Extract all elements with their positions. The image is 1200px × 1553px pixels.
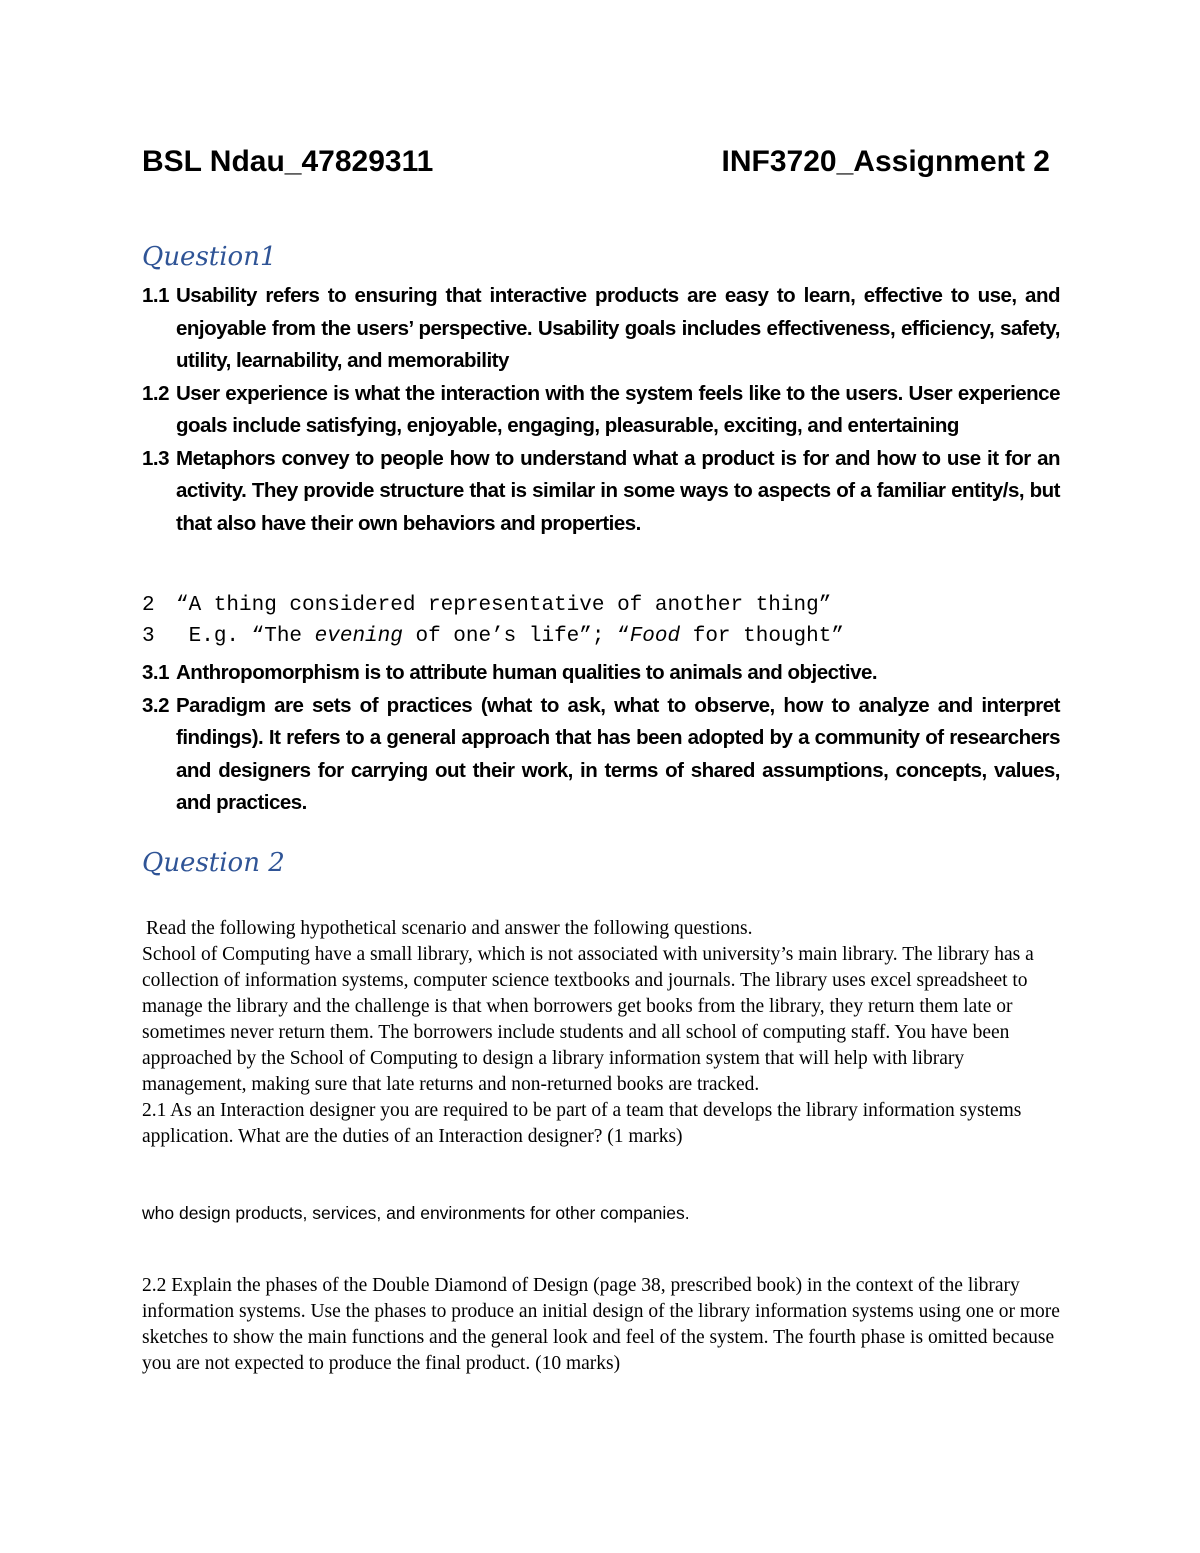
scenario-intro: Read the following hypothetical scenario and answer the following questions.	[146, 918, 753, 939]
question-2-2: 2.2 Explain the phases of the Double Diamond of Design (page 38, prescribed book) in the context of the library information systems. Use the phases to produce an initial design of the library information systems using one or more sketches to show the main functions and the general look and feel of the system. The fourth phase is omitted because you are not expected to produce the final product. (10 marks)	[142, 1275, 1060, 1374]
question-1-heading: Question1	[142, 242, 277, 272]
question-2-1: 2.1 As an Interaction designer you are required to be part of a team that develops the library information systems application. What are the duties of an Interaction designer? (1 marks)	[142, 1100, 1022, 1147]
scenario-text: School of Computing have a small library, which is not associated with university’s main library. The library has a collection of information systems, computer science textbooks and journals. The library uses excel spreadsheet to manage the library and the challenge is that when borrowers get books from the library, they return them late or sometimes never return them. The borrowers include students and all school of computing staff. You have been approached by the School of Computing to design a library information system that will help with library management, making sure that late returns and non-returned books are tracked.	[142, 944, 1034, 1095]
answer-1-3: 1.3 Metaphors convey to people how to understand what a product is for and how to use it for an activity. They provide structure that is similar in some ways to aspects of a familiar entity/s, but that also have their own behaviors and properties.	[142, 446, 1060, 535]
question-1-answers	[142, 280, 1060, 540]
answer-3-1: 3.1 Anthropomorphism is to attribute human qualities to animals and objective.	[142, 661, 878, 684]
metaphor-definition: 2 “A thing considered representative of another thing”	[142, 594, 832, 617]
answer-2-1: who design products, services, and environments for other companies.	[142, 1203, 690, 1223]
assignment-title: INF3720_Assignment 2	[721, 145, 1050, 178]
question-2-heading: Question 2	[142, 848, 285, 878]
answer-1-1: 1.1 Usability refers to ensuring that interactive products are easy to learn, effective to use, and enjoyable from the users’ perspective. Usability goals includes effectiveness, efficiency, safety, utility, learnability, and memorability	[142, 284, 1060, 372]
document-header	[142, 145, 1050, 185]
answer-3-2: 3.2 Paradigm are sets of practices (what to ask, what to observe, how to analyze and interpret findings). It refers to a general approach that has been adopted by a community of researchers and designers for carrying out their work, in terms of shared assumptions, concepts, values, and practices.	[142, 693, 1060, 814]
question-3-answers	[142, 657, 1060, 820]
student-id: BSL Ndau_47829311	[142, 145, 434, 178]
question-2-scenario	[142, 916, 1062, 1150]
answer-1-2: 1.2 User experience is what the interaction with the system feels like to the users. User experience goals include satisfying, enjoyable, engaging, pleasurable, exciting, and entertaining	[142, 381, 1060, 437]
metaphor-example: 3 E.g. “The evening of one’s life”; “Food for thought”	[142, 625, 844, 648]
